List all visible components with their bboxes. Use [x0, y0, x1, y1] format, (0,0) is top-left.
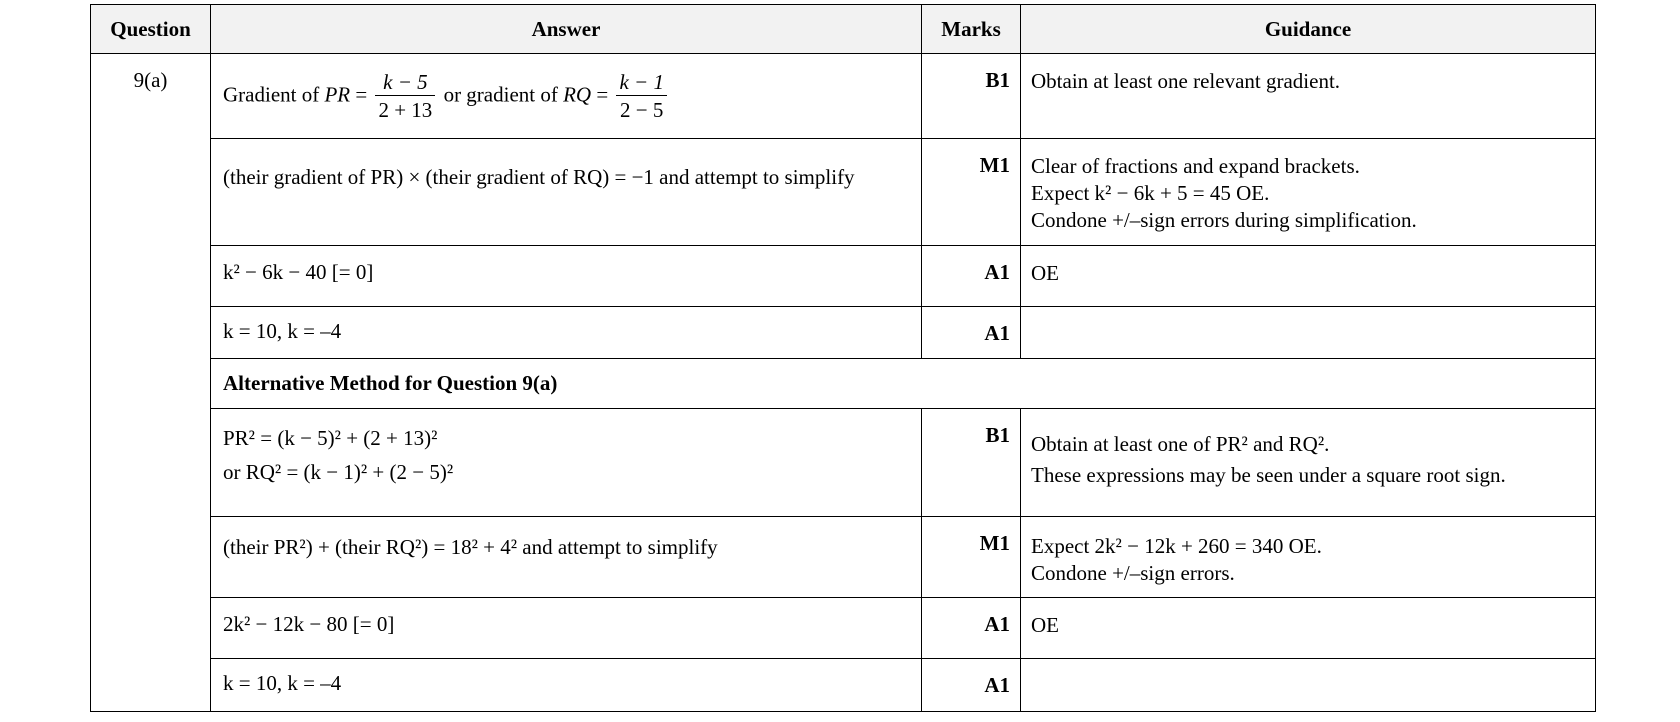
marks-cell: A1: [922, 307, 1021, 359]
answer-cell: [211, 307, 922, 359]
answer-cell: [211, 598, 922, 659]
guidance-line: Condone +/–sign errors during simplification.: [1031, 208, 1417, 232]
answer-cell: [211, 54, 922, 139]
guidance-line: Obtain at least one relevant gradient.: [1031, 69, 1341, 93]
marks-cell: A1: [922, 659, 1021, 712]
fraction-numerator: k − 5: [375, 69, 435, 96]
answer-text: (their gradient of PR) × (their gradient of RQ) = −1 and attempt to simplify: [223, 165, 855, 189]
table-row: [91, 598, 1596, 659]
answer-text: Gradient of: [223, 81, 325, 106]
header-row: [91, 5, 1596, 54]
table-row: [91, 359, 1596, 409]
math-op: =: [591, 81, 614, 106]
guidance-cell: [1021, 54, 1596, 139]
math-var: RQ: [563, 81, 592, 106]
guidance-line: OE: [1031, 613, 1059, 637]
marks-cell: B1: [922, 409, 1021, 517]
marks-cell: M1: [922, 139, 1021, 246]
guidance-cell: [1021, 246, 1596, 307]
answer-line: PR² = (k − 5)² + (2 + 13)²: [223, 426, 438, 450]
guidance-cell: [1021, 409, 1596, 517]
table-row: [91, 659, 1596, 712]
marks-cell: A1: [922, 598, 1021, 659]
answer-line: or RQ² = (k − 1)² + (2 − 5)²: [223, 460, 454, 484]
fraction-denominator: 2 + 13: [378, 97, 433, 122]
guidance-line: Clear of fractions and expand brackets.: [1031, 154, 1360, 178]
answer-cell: [211, 517, 922, 598]
answer-text: or gradient of: [438, 81, 564, 106]
guidance-cell: [1021, 659, 1596, 712]
header-guidance: Guidance: [1021, 5, 1596, 54]
guidance-cell: [1021, 139, 1596, 246]
guidance-line: Expect k² − 6k + 5 = 45 OE.: [1031, 181, 1270, 205]
fraction-numerator: k − 1: [616, 69, 667, 96]
marks-cell: M1: [922, 517, 1021, 598]
answer-text: 2k² − 12k − 80 [= 0]: [223, 612, 395, 636]
marks-cell: B1: [922, 54, 1021, 139]
guidance-line: Condone +/–sign errors.: [1031, 561, 1235, 585]
fraction-denominator: 2 − 5: [620, 97, 664, 122]
mark-scheme-table: [90, 4, 1596, 712]
fraction: [616, 69, 667, 124]
answer-cell: [211, 659, 922, 712]
answer-cell: [211, 409, 922, 517]
guidance-line: Expect 2k² − 12k + 260 = 340 OE.: [1031, 534, 1322, 558]
table-row: [91, 139, 1596, 246]
answer-text: k² − 6k − 40 [= 0]: [223, 260, 374, 284]
answer-cell: [211, 246, 922, 307]
alternative-method-heading: Alternative Method for Question 9(a): [211, 359, 1596, 409]
guidance-line: Obtain at least one of PR² and RQ².: [1031, 432, 1330, 456]
math-var: PR: [324, 81, 351, 106]
answer-text: k = 10, k = –4: [223, 319, 342, 343]
guidance-line: OE: [1031, 261, 1059, 285]
header-question: Question: [91, 5, 211, 54]
header-answer: Answer: [211, 5, 922, 54]
table-row: [91, 307, 1596, 359]
header-marks: Marks: [922, 5, 1021, 54]
question-number: 9(a): [91, 54, 211, 712]
table-row: [91, 54, 1596, 139]
marks-cell: A1: [922, 246, 1021, 307]
answer-text: k = 10, k = –4: [223, 671, 342, 695]
answer-text: (their PR²) + (their RQ²) = 18² + 4² and attempt to simplify: [223, 535, 718, 559]
table-row: [91, 246, 1596, 307]
guidance-cell: [1021, 598, 1596, 659]
answer-cell: [211, 139, 922, 246]
math-op: =: [350, 81, 373, 106]
table-row: [91, 409, 1596, 517]
fraction: [375, 69, 435, 124]
table-row: [91, 517, 1596, 598]
guidance-cell: [1021, 307, 1596, 359]
guidance-line: These expressions may be seen under a square root sign.: [1031, 463, 1506, 487]
guidance-cell: [1021, 517, 1596, 598]
